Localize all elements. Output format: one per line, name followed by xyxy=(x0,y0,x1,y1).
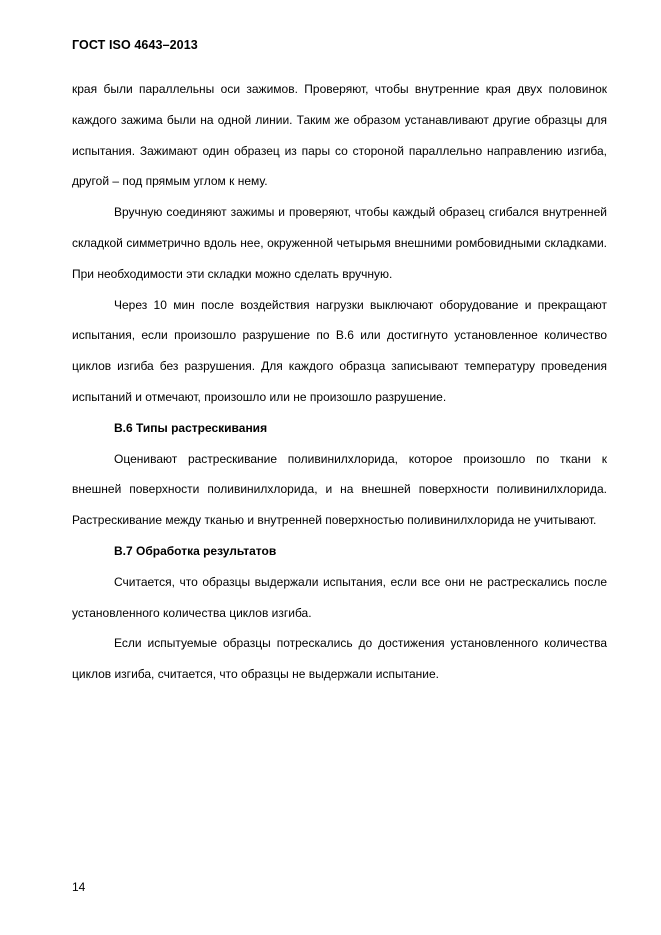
paragraph-manual-joining: Вручную соединяют зажимы и проверяют, чтобы каждый образец сгибался внутренней складкой симметрично вдоль нее, окруженной четырьмя внешними ромбовидными складками. При необходимости эти складки можно сделать вручную. xyxy=(72,205,607,281)
section-heading-b7: В.7 Обработка результатов xyxy=(114,543,277,558)
standard-header: ГОСТ ISO 4643–2013 xyxy=(72,38,198,52)
paragraph-stop-test: Через 10 мин после воздействия нагрузки выключают оборудование и прекращают испытания, если произошло разрушение по В.6 или достигнуто установленное количество циклов изгиба без разрушения. Для каждого образца записывают температуру проведения испытаний и отмечают, произошло или не произошло разрушение. xyxy=(72,297,607,404)
document-body xyxy=(72,74,607,690)
paragraph-failed-test: Если испытуемые образцы потрескались до достижения установленного количества циклов изгиба, считается, что образцы не выдержали испытание. xyxy=(72,636,607,682)
page-number: 14 xyxy=(72,880,86,894)
paragraph-continuation: края были параллельны оси зажимов. Проверяют, чтобы внутренние края двух половинок каждого зажима были на одной линии. Таким же образом устанавливают другие образцы для испытания. Зажимают один образец из пары со стороной параллельно направлению изгиба, другой – под прямым углом к нему. xyxy=(72,82,607,189)
section-heading-b6: В.6 Типы растрескивания xyxy=(114,420,268,435)
paragraph-cracking-types: Оценивают растрескивание поливинилхлорида, которое произошло по ткани к внешней поверхности поливинилхлорида, и на внешней поверхности поливинилхлорида. Растрескивание между тканью и внутренней поверхностью поливинилхлорида не учитывают. xyxy=(72,451,607,528)
paragraph-passed-test: Считается, что образцы выдержали испытания, если все они не растрескались после установленного количества циклов изгиба. xyxy=(72,574,607,620)
